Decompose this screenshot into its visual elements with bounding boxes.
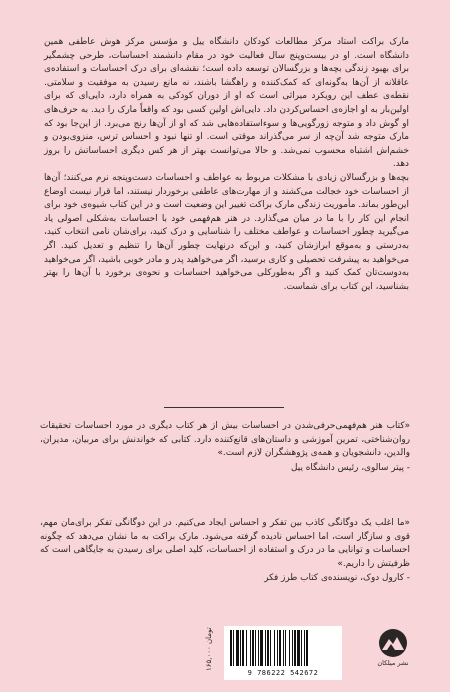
section-divider xyxy=(164,407,284,408)
price-label: ۱۶۵,۰۰۰ تومان xyxy=(205,627,213,671)
description-paragraph-2: بچه‌ها و بزرگسالان زیادی با مشکلات مربوط به عواطف و احساسات دست‌وپنجه نرم می‌کنند؛ آن‌ها از احساسات خود خجالت می‌کشند و از مهارت‌های عاطفی برخوردار نیستند، اما قرار نیست اوضاع این‌طور بماند. مأموریت زندگی مارک براکت تغییر این وضعیت است و در این کتاب شیوه‌ی خود برای انجام این کار را با ما در میان می‌گذارد. در هنر هم‌فهمی خود با احساسات به‌شکلی اصولی یاد می‌گیرید چطور احساسات و عواطف مختلف را شناسایی و درک کنید، برای‌شان نامی انتخاب کنید، به‌درستی و به‌موقع ابرازشان کنید، و این‌که درنهایت چطور آن‌ها را تنظیم و تعدیل کنید. اگر می‌خواهید به پیشرفت تحصیلی و کاری برسید، اگر می‌خواهید پدر و مادر خوبی باشید، اگر می‌خواهید به‌دوست‌تان کمک کنید و اگر به‌طورکلی می‌خواهید احساسات و نحوه‌ی برخورد با آن‌ها را بهتر بشناسید، این کتاب برای شماست. xyxy=(44,172,409,292)
mountain-logo-icon xyxy=(378,628,408,658)
quote-attribution: - پیتر سالوی، رئیس دانشگاه ییل xyxy=(291,462,410,473)
blurb-quote-2 xyxy=(40,517,410,586)
barcode-bars xyxy=(230,630,336,666)
isbn-barcode xyxy=(224,626,342,680)
quote-text: «ما اغلب یک دوگانگی کاذب بین تفکر و احساس ایجاد می‌کنیم. در این دوگانگی تفکر برای‌مان مهم، قوی و سازگار است، اما احساس نادیده گرفته می‌شود. مارک براکت به ما نشان می‌دهد که چگونه احساسات و توانایی ما در درک و استفاده از احساسات، کلید اصلی برای رسیدن به جایگاهی است که ظرفیتش را داریم.» xyxy=(40,518,410,569)
publisher-name: نشر میلکان xyxy=(377,659,409,667)
quote-text: «کتاب هنر هم‌فهمی‌حرفی‌شدن در احساسات بیش از هر کتاب دیگری در مورد احساسات تحقیقات روان‌شناختی، تمرین آموزشی و داستان‌های قانع‌کننده دارد. کتابی که خواندنش برای مربیان، مدیران، والدین، دانشجویان و همه‌ی پژوهشگران لازم است.» xyxy=(40,421,410,459)
barcode-digits: 9 786222 542672 xyxy=(247,669,319,677)
publisher-logo xyxy=(373,628,413,674)
description-paragraph-1: مارک براکت استاد مرکز مطالعات کودکان دانشگاه ییل و مؤسس مرکز هوش عاطفی همین دانشگاه است. او در بیست‌وپنج سال فعالیت خود در مقام دانشمند احساسات، طرحی چشمگیر برای بهبود زندگی بچه‌ها و بزرگسالان توسعه داده است؛ نقشه‌ای برای درک احساسات و استفاده‌ی عاقلانه از آن‌ها به‌گونه‌ای که کمک‌کننده و راهگشا باشند، نه مانع رسیدن به موفقیت و سلامتی. نقطه‌ی عطف این رویکرد میراثی است که او از دوران کودکی به همراه دارد، دایی‌ای که برای اولین‌بار به او اجازه‌ی احساس‌کردن داد. دایی‌اش اولین کسی بود که واقعاً مارک را دید. به حرف‌های او گوش داد و متوجه زورگویی‌ها و سوءاستفاده‌هایی شد که او از آن‌ها رنج می‌برد. از این‌جا بود که مارک متوجه شد آن‌چه از سر می‌گذراند موقتی است. او تنها نبود و احساس ترس، منزوی‌بودن و خشم‌اش اشتباه محسوب نمی‌شد. و حالا می‌توانست بهتر از هر کس دیگری احساساتش را بروز دهد. xyxy=(44,37,409,170)
blurb-quote-1 xyxy=(40,420,410,475)
quote-attribution: - کارول دوک، نویسنده‌ی کتاب طرز فکر xyxy=(264,573,410,584)
book-description xyxy=(44,36,409,294)
